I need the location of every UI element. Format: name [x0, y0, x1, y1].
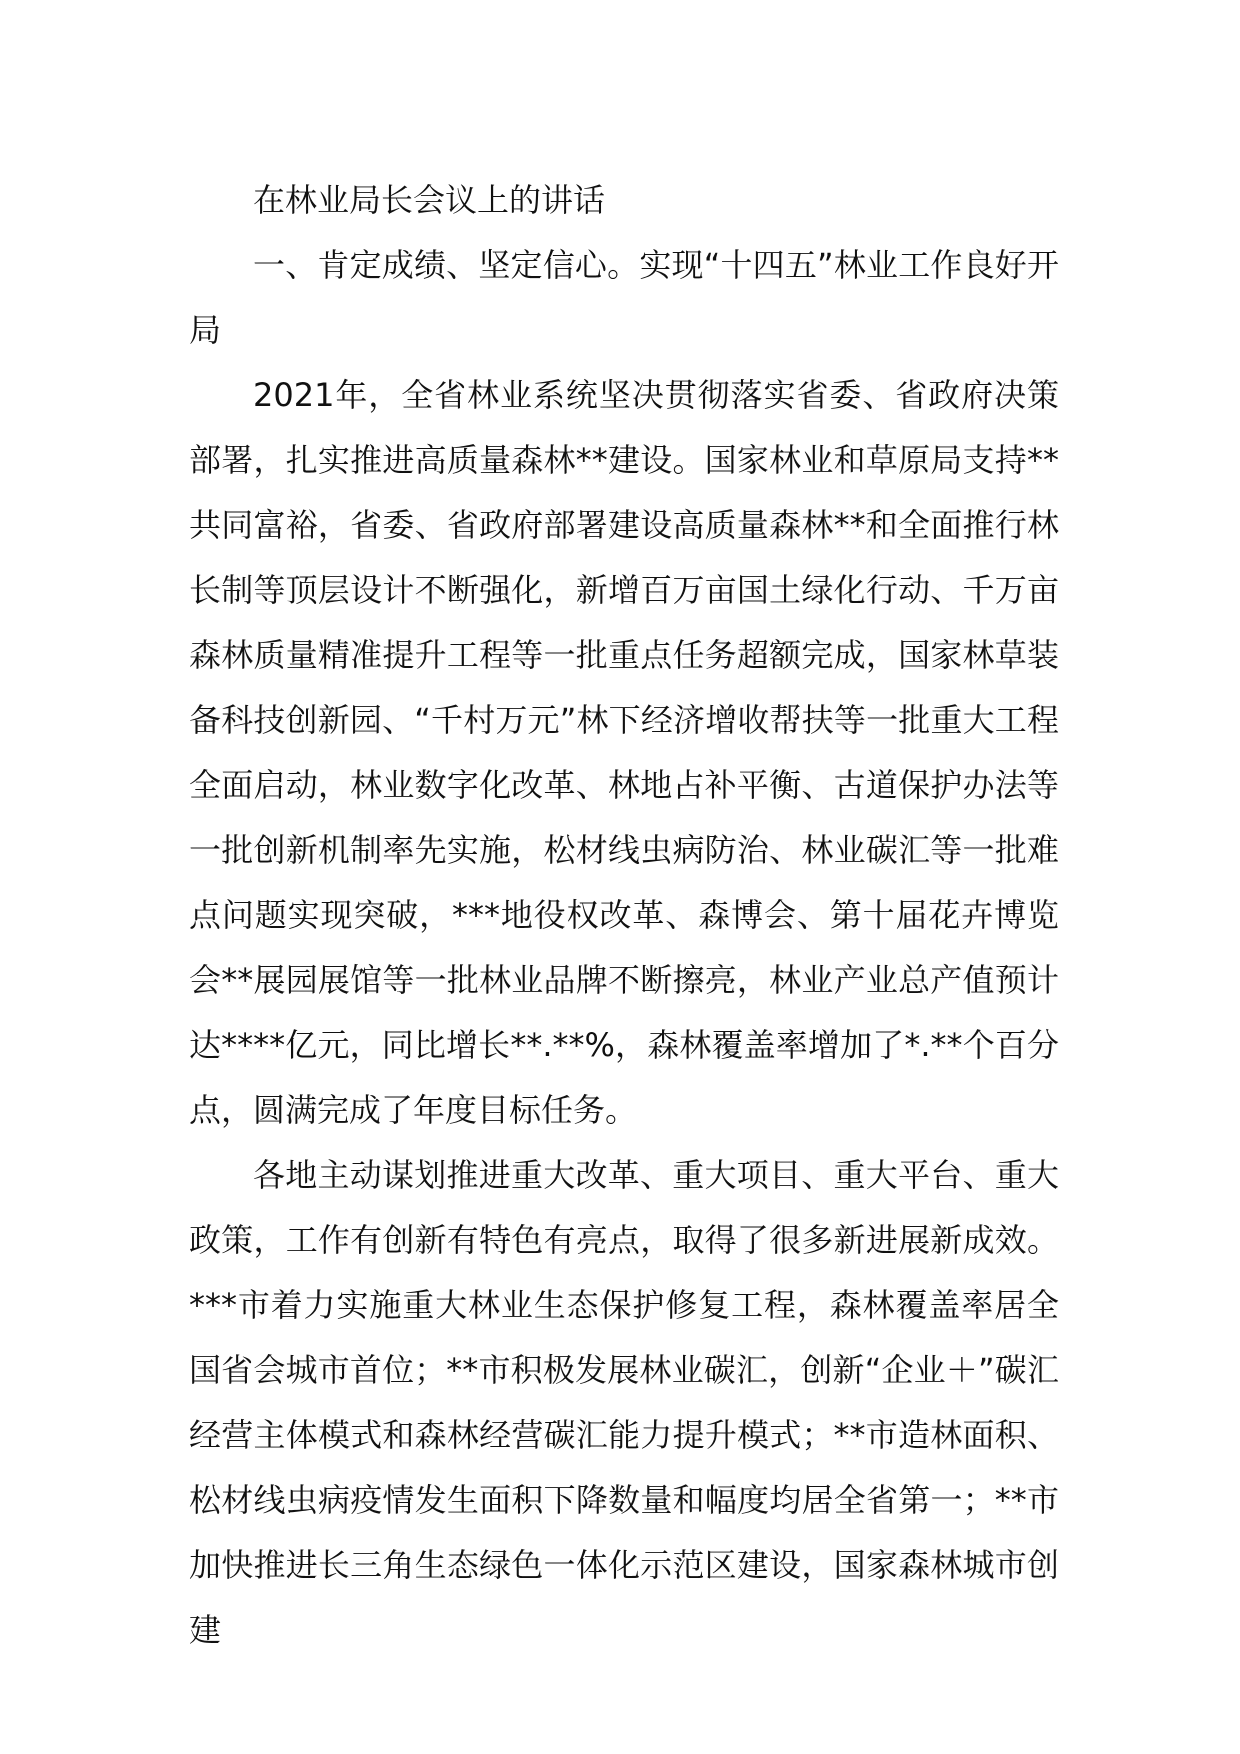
document-title: 在林业局长会议上的讲话 [253, 181, 606, 219]
body-paragraph-2: 各地主动谋划推进重大改革、重大项目、重大平台、重大政策，工作有创新有特色有亮点，取得了很多新进展新成效。***市着力实施重大林业生态保护修复工程，森林覆盖率居全国省会城市首位；**市积极发展林业碳汇，创新“企业＋”碳汇经营主体模式和森林经营碳汇能力提升模式；**市造林面积、松材线虫病疫情发生面积下降数量和幅度均居全省第一；**市加快推进长三角生态绿色一体化示范区建设，国家森林城市创建 [189, 1156, 1059, 1649]
document-page [189, 168, 1059, 1663]
body-paragraph-1: 2021年，全省林业系统坚决贯彻落实省委、省政府决策部署，扎实推进高质量森林**建设。国家林业和草原局支持**共同富裕，省委、省政府部署建设高质量森林**和全面推行林长制等顶层设计不断强化，新增百万亩国土绿化行动、千万亩森林质量精准提升工程等一批重点任务超额完成，国家林草装备科技创新园、“千村万元”林下经济增收帮扶等一批重大工程全面启动，林业数字化改革、林地占补平衡、古道保护办法等一批创新机制率先实施，松材线虫病防治、林业碳汇等一批难点问题实现突破，***地役权改革、森博会、第十届花卉博览会**展园展馆等一批林业品牌不断擦亮，林业产业总产值预计达****亿元，同比增长**.**%，森林覆盖率增加了*.**个百分点，圆满完成了年度目标任务。 [189, 376, 1059, 1129]
section-heading: 一、肯定成绩、坚定信心。实现“十四五”林业工作良好开局 [189, 246, 1059, 349]
